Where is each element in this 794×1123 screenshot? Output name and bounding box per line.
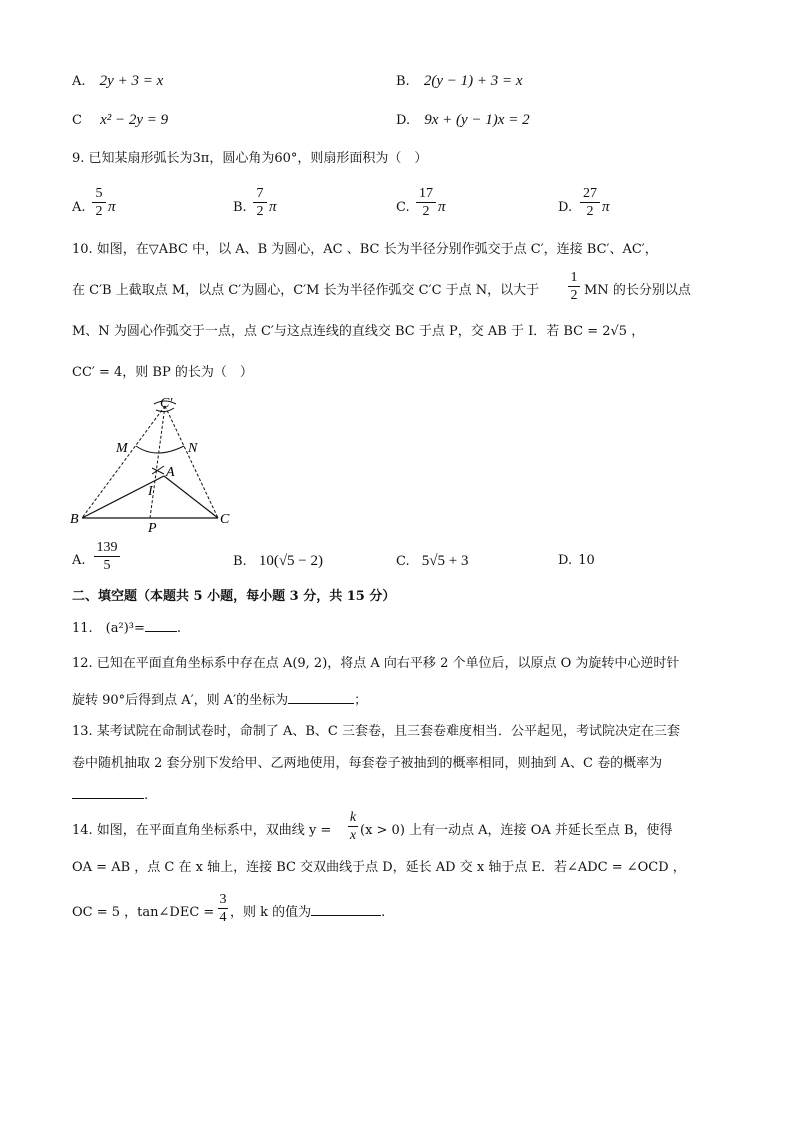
numerator: 27 — [583, 186, 597, 201]
label-c: C — [220, 512, 230, 527]
option-expr: 10(√5 − 2) — [258, 553, 324, 569]
q12-text: 旋转 90°后得到点 A′，则 A′的坐标为 — [72, 693, 289, 708]
label-p: P — [148, 521, 157, 534]
label-i: I — [148, 484, 153, 499]
denominator: 2 — [256, 204, 264, 219]
q9-option-b-label: B. — [233, 200, 247, 215]
label-n: N — [188, 441, 198, 456]
denominator: 5 — [103, 558, 111, 573]
option-label: B. — [396, 74, 410, 89]
q10-line-4: CC′ = 4，则 BP 的长为（ ） — [72, 365, 253, 380]
label-c-prime: C′ — [160, 396, 173, 411]
denominator: 2 — [570, 288, 578, 303]
option-label: A. — [72, 74, 86, 89]
q10-option-c — [396, 552, 468, 571]
option-label: D. — [558, 553, 573, 568]
q9-option-c-label: C. — [396, 200, 410, 215]
label-m: M — [116, 441, 128, 456]
q9-option-a-fraction — [92, 186, 106, 219]
q10-option-a-label: A. — [72, 553, 86, 568]
q11 — [72, 620, 181, 638]
q10-option-a-fraction — [94, 540, 120, 573]
q12-end: ； — [354, 693, 368, 708]
q8-option-a — [72, 72, 163, 91]
q8-option-c — [72, 111, 168, 130]
numerator: 5 — [95, 186, 103, 201]
q9-option-a-suffix: π — [108, 199, 116, 215]
answer-blank[interactable] — [145, 631, 177, 632]
q9-stem: 9. 已知某扇形弧长为3π，圆心角为60°，则扇形面积为（ ） — [72, 151, 428, 166]
q10-line-2b: MN 的长分别以点 — [584, 283, 691, 298]
option-expr: 2y + 3 = x — [99, 73, 164, 89]
q8-option-d — [396, 111, 530, 130]
q10-line-1: 10. 如图，在▽ABC 中，以 A、B 为圆心，AC 、BC 长为半径分别作弧交于点 C′，连接 BC′、AC′， — [72, 242, 658, 257]
q14-line-1a: 14. 如图，在平面直角坐标系中，双曲线 y = — [72, 823, 332, 838]
numerator: 17 — [419, 186, 433, 201]
option-label: C. — [396, 554, 410, 569]
q9-option-c-suffix: π — [438, 199, 446, 215]
q13-end: . — [144, 788, 149, 803]
q11-text: 11. (a²)³= — [72, 621, 145, 636]
q14-end: . — [381, 905, 386, 920]
q9-option-c-fraction — [416, 186, 436, 219]
q14-line-3a: OC = 5 ，tan∠DEC = — [72, 905, 215, 920]
option-label: D. — [396, 113, 411, 128]
q10-half-fraction — [568, 270, 580, 303]
q13-line-2: 卷中随机抽取 2 套分别下发给甲、乙两地使用，每套卷子被抽到的概率相同，则抽到 A、C 卷的概率为 — [72, 756, 663, 771]
q11-end: . — [176, 621, 182, 636]
q9-option-d-fraction — [580, 186, 600, 219]
denominator: 2 — [95, 204, 103, 219]
q14-k-over-x-fraction — [348, 810, 358, 843]
denominator: 2 — [422, 204, 430, 219]
q9-option-a-label: A. — [72, 200, 86, 215]
option-expr: 2(y − 1) + 3 = x — [423, 73, 523, 89]
q13-line-1: 13. 某考试院在命制试卷时，命制了 A、B、C 三套卷，且三套卷难度相当．公平起见，考试院决定在三套 — [72, 724, 680, 739]
numerator: 1 — [570, 270, 578, 285]
q9-option-d-label: D. — [558, 200, 573, 215]
q14-line-2: OA = AB ，点 C 在 x 轴上，连接 BC 交双曲线于点 D，延长 AD 交 x 轴于点 E．若∠ADC = ∠OCD ， — [72, 860, 686, 875]
q14-line-3b — [230, 904, 385, 922]
q10-option-d — [558, 552, 595, 570]
option-expr: 10 — [578, 553, 595, 568]
q14-three-quarters-fraction — [218, 892, 228, 925]
q9-option-d-suffix: π — [602, 199, 610, 215]
numerator: 3 — [219, 892, 227, 907]
numerator: 7 — [256, 186, 264, 201]
q14-text: ，则 k 的值为 — [230, 905, 312, 920]
denominator: 4 — [219, 910, 227, 925]
label-a: A — [166, 465, 175, 480]
option-label: C — [72, 113, 82, 128]
option-expr: 9x + (y − 1)x = 2 — [424, 112, 530, 128]
numerator: 139 — [96, 540, 118, 555]
q13-line-3 — [72, 787, 148, 805]
q9-option-b-suffix: π — [269, 199, 277, 215]
numerator: k — [349, 810, 357, 825]
answer-blank[interactable] — [311, 915, 381, 916]
q12-line-2 — [72, 692, 367, 710]
q10-option-b — [233, 552, 323, 571]
q10-line-2a: 在 C′B 上截取点 M，以点 C′为圆心，C′M 长为半径作弧交 C′C 于点 N，以大于 — [72, 283, 540, 298]
answer-blank[interactable] — [72, 798, 144, 799]
triangle-figure — [68, 394, 238, 534]
option-expr: x² − 2y = 9 — [100, 112, 169, 128]
option-expr: 5√5 + 3 — [421, 553, 469, 569]
option-label: B. — [233, 554, 247, 569]
q9-option-b-fraction — [253, 186, 267, 219]
q14-line-1b: (x > 0) 上有一动点 A，连接 OA 并延长至点 B，使得 — [360, 823, 673, 838]
label-b: B — [70, 512, 79, 527]
q12-line-1: 12. 已知在平面直角坐标系中存在点 A(9, 2)，将点 A 向右平移 2 个单位后，以原点 O 为旋转中心逆时针 — [72, 656, 680, 671]
q10-line-3: M、N 为圆心作弧交于一点，点 C′与这点连线的直线交 BC 于点 P，交 AB 于 I．若 BC = 2√5 ， — [72, 324, 645, 339]
section-heading: 二、填空题（本题共 5 小题，每小题 3 分，共 15 分） — [72, 589, 396, 604]
denominator: 2 — [586, 204, 594, 219]
q8-option-b — [396, 72, 523, 91]
answer-blank[interactable] — [288, 703, 354, 704]
denominator: x — [349, 828, 357, 843]
